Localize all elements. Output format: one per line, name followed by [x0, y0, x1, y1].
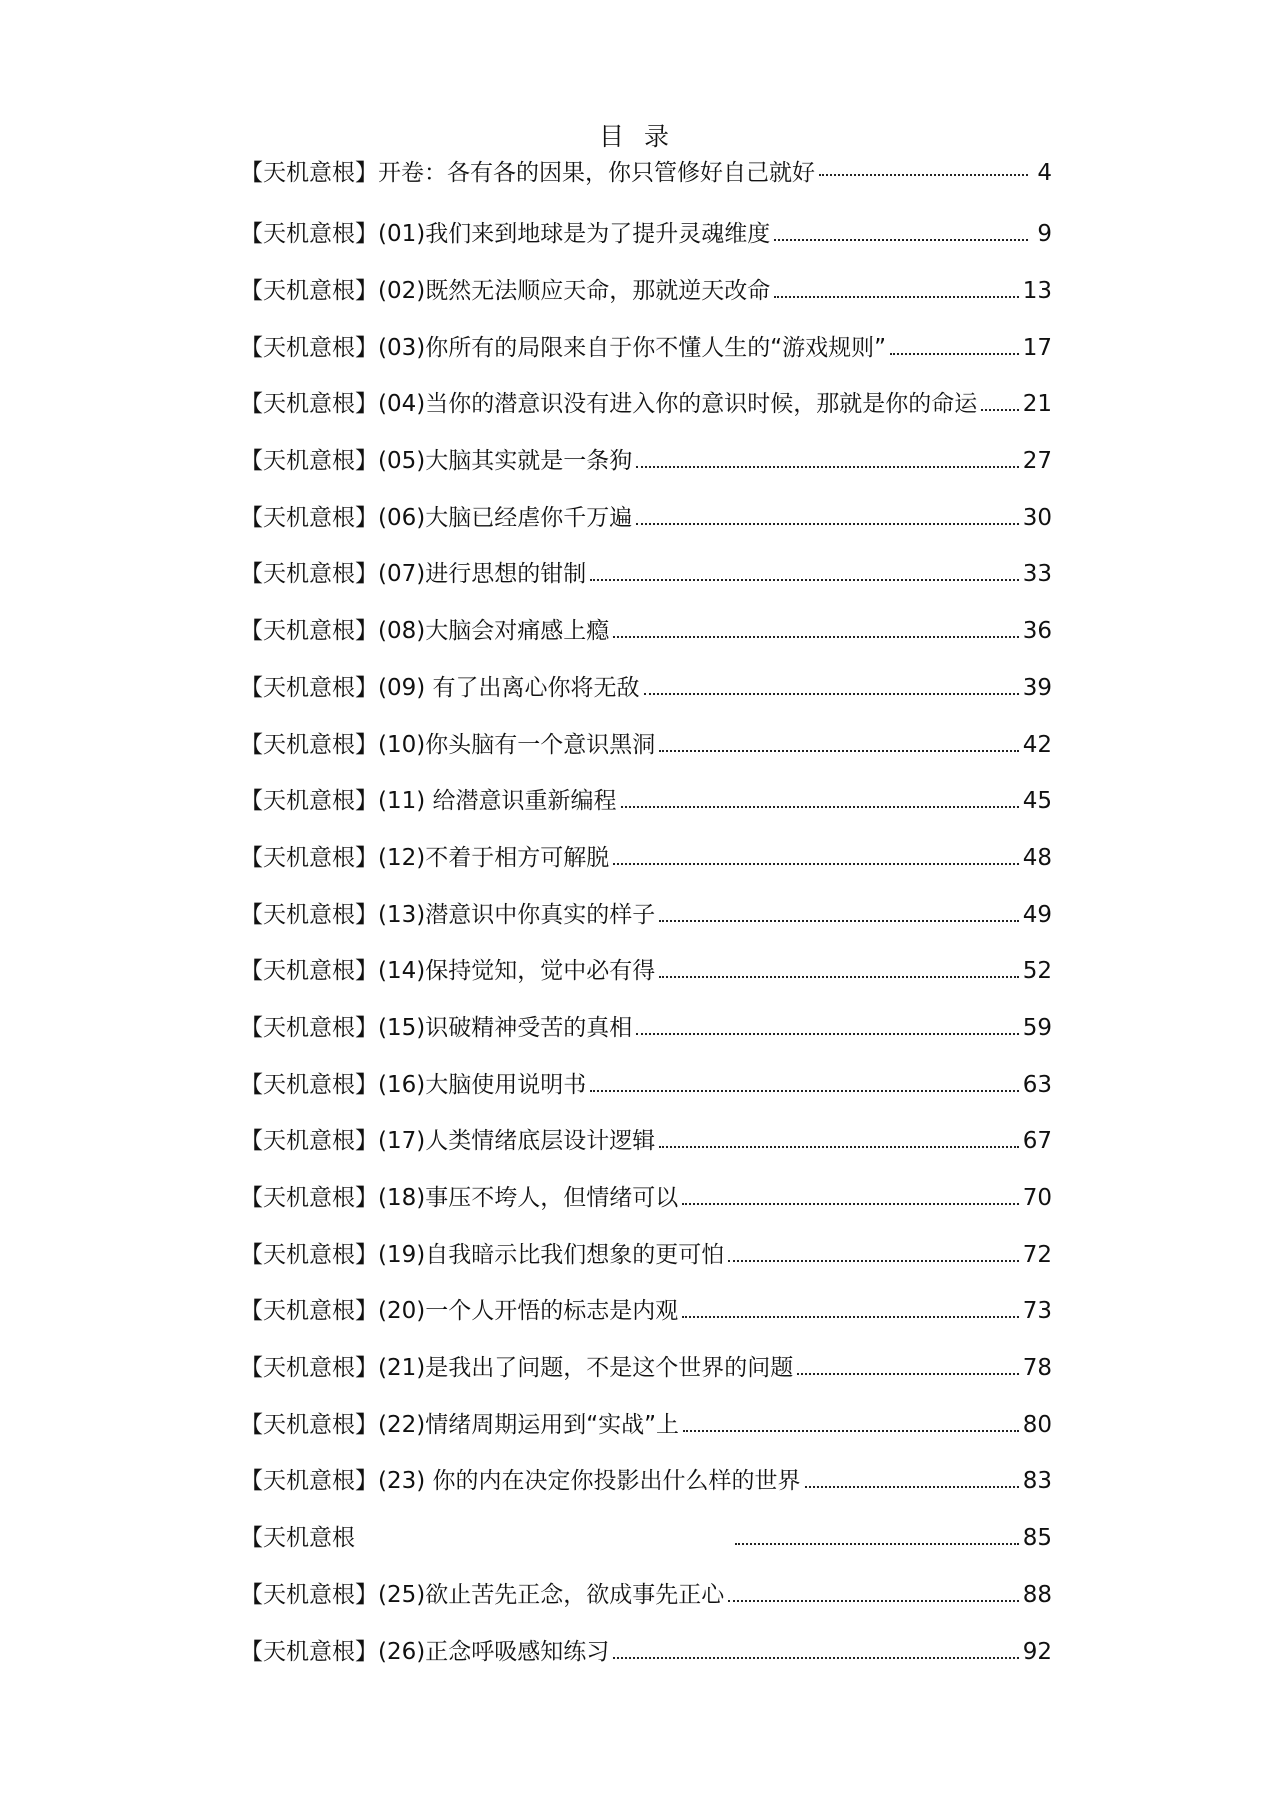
dot-leader — [621, 806, 1019, 808]
dot-leader — [728, 1260, 1019, 1262]
dot-leader — [590, 1090, 1019, 1092]
toc-entry[interactable] — [240, 319, 1052, 376]
toc-entry-label: 【天机意根】(01)我们来到地球是为了提升灵魂维度 — [240, 221, 771, 248]
toc-entry-label: 【天机意根】(12)不着于相方可解脱 — [240, 844, 610, 871]
toc-entry[interactable] — [240, 489, 1052, 546]
toc-entry[interactable] — [240, 206, 1052, 263]
toc-entry[interactable] — [240, 1113, 1052, 1170]
dot-leader — [981, 409, 1019, 411]
toc-entry-label: 【天机意根】(06)大脑已经虐你千万遍 — [240, 504, 633, 531]
toc-entry-page-number: 88 — [1022, 1581, 1052, 1608]
toc-entry-page-number: 72 — [1022, 1241, 1052, 1268]
toc-entry[interactable] — [240, 943, 1052, 1000]
toc-entry-label: 【天机意根】(21)是我出了问题，不是这个世界的问题 — [240, 1355, 794, 1382]
toc-entry-label: 【天机意根】(20)一个人开悟的标志是内观 — [240, 1298, 679, 1325]
toc-entry[interactable] — [240, 773, 1052, 830]
toc-entry-label: 【天机意根】(11) 给潜意识重新编程 — [240, 788, 617, 815]
toc-entry[interactable] — [240, 1567, 1052, 1624]
dot-leader — [774, 239, 1028, 241]
toc-entry[interactable] — [240, 1396, 1052, 1453]
dot-leader — [797, 1373, 1019, 1375]
toc-entry-page-number: 59 — [1022, 1014, 1052, 1041]
toc-entry-label: 【天机意根】(07)进行思想的钳制 — [240, 561, 587, 588]
toc-entry-page-number: 13 — [1022, 278, 1052, 305]
dot-leader — [890, 353, 1019, 355]
toc-entry[interactable] — [240, 1453, 1052, 1510]
dot-leader — [805, 1486, 1019, 1488]
toc-entry[interactable] — [240, 603, 1052, 660]
dot-leader — [683, 1430, 1019, 1432]
toc-entry[interactable] — [240, 1000, 1052, 1057]
toc-entry-page-number: 83 — [1022, 1468, 1052, 1495]
toc-entry-page-number: 70 — [1022, 1185, 1052, 1212]
toc-entry[interactable] — [240, 1340, 1052, 1397]
dot-leader — [735, 1543, 1019, 1545]
toc-entry-label: 【天机意根】(04)当你的潜意识没有进入你的意识时候，那就是你的命运 — [240, 391, 978, 418]
toc-entry-label: 【天机意根】(19)自我暗示比我们想象的更可怕 — [240, 1241, 725, 1268]
dot-leader — [682, 1203, 1019, 1205]
toc-entry-label: 【天机意根】(13)潜意识中你真实的样子 — [240, 901, 656, 928]
toc-entry[interactable] — [240, 1623, 1052, 1680]
toc-entry-page-number: 49 — [1022, 901, 1052, 928]
toc-entry-label: 【天机意根】(25)欲止苦先正念，欲成事先正心 — [240, 1581, 725, 1608]
toc-entry-page-number: 80 — [1022, 1411, 1052, 1438]
toc-entry-page-number: 63 — [1022, 1071, 1052, 1098]
toc-entry-page-number: 21 — [1022, 391, 1052, 418]
dot-leader — [659, 976, 1019, 978]
toc-entry-page-number: 45 — [1022, 788, 1052, 815]
toc-entry-label: 【天机意根】(26)正念呼吸感知练习 — [240, 1638, 610, 1665]
toc-entry-label: 【天机意根】(23) 你的内在决定你投影出什么样的世界 — [240, 1468, 801, 1495]
dot-leader — [659, 1146, 1019, 1148]
toc-entry[interactable] — [240, 1226, 1052, 1283]
toc-entry-label: 【天机意根】(05)大脑其实就是一条狗 — [240, 448, 633, 475]
toc-entry-label: 【天机意根】(16)大脑使用说明书 — [240, 1071, 587, 1098]
toc-entry-page-number: 39 — [1022, 674, 1052, 701]
dot-leader — [636, 523, 1019, 525]
dot-leader — [636, 466, 1019, 468]
dot-leader — [613, 863, 1019, 865]
toc-entry-page-number: 33 — [1022, 561, 1052, 588]
toc-entry-page-number: 36 — [1022, 618, 1052, 645]
dot-leader — [659, 920, 1019, 922]
toc-entry-label: 【天机意根】(18)事压不垮人，但情绪可以 — [240, 1185, 679, 1212]
toc-entry[interactable] — [240, 1056, 1052, 1113]
toc-entry-page-number: 30 — [1022, 504, 1052, 531]
toc-entry[interactable] — [240, 660, 1052, 717]
toc-entry-label: 【天机意根】(10)你头脑有一个意识黑洞 — [240, 731, 656, 758]
toc-entry-label: 【天机意根】(14)保持觉知，觉中必有得 — [240, 958, 656, 985]
toc-entry-page-number: 42 — [1022, 731, 1052, 758]
toc-entry[interactable] — [240, 546, 1052, 603]
table-of-contents — [240, 158, 1052, 1680]
toc-entry-page-number: 67 — [1022, 1128, 1052, 1155]
toc-entry[interactable] — [240, 376, 1052, 433]
toc-entry-page-number: 85 — [1022, 1525, 1052, 1552]
toc-entry-label: 【天机意根】(15)识破精神受苦的真相 — [240, 1014, 633, 1041]
toc-entry-page-number: 27 — [1022, 448, 1052, 475]
toc-entry-label: 【天机意根】(02)既然无法顺应天命，那就逆天改命 — [240, 278, 771, 305]
toc-entry-label: 【天机意根】(22)情绪周期运用到“实战”上 — [240, 1411, 680, 1438]
toc-entry-page-number: 73 — [1022, 1298, 1052, 1325]
toc-entry[interactable] — [240, 1170, 1052, 1227]
toc-entry-page-number: 48 — [1022, 844, 1052, 871]
toc-entry[interactable] — [240, 1283, 1052, 1340]
dot-leader — [774, 296, 1019, 298]
toc-entry-page-number: 92 — [1022, 1638, 1052, 1665]
toc-entry-label: 【天机意根】(09) 有了出离心你将无敌 — [240, 674, 640, 701]
toc-entry[interactable] — [240, 716, 1052, 773]
dot-leader — [819, 174, 1028, 176]
dot-leader — [682, 1316, 1019, 1318]
dot-leader — [613, 1657, 1019, 1659]
toc-entry[interactable] — [240, 1510, 1052, 1567]
toc-entry-label: 【天机意根 — [240, 1525, 355, 1552]
toc-entry[interactable] — [240, 433, 1052, 490]
toc-entry-page-number: 9 — [1037, 221, 1052, 248]
dot-leader — [636, 1033, 1019, 1035]
toc-entry[interactable] — [240, 830, 1052, 887]
toc-entry-page-number: 78 — [1022, 1355, 1052, 1382]
toc-entry-page-number: 4 — [1037, 160, 1052, 186]
toc-entry[interactable] — [240, 263, 1052, 320]
toc-entry-label: 【天机意根】(03)你所有的局限来自于你不懂人生的“游戏规则” — [240, 334, 887, 361]
toc-entry-label: 【天机意根】开卷：各有各的因果，你只管修好自己就好 — [240, 160, 815, 186]
toc-entry-page-number: 17 — [1022, 334, 1052, 361]
dot-leader — [644, 693, 1019, 695]
dot-leader — [590, 579, 1019, 581]
dot-leader — [659, 750, 1019, 752]
dot-leader — [728, 1600, 1019, 1602]
toc-entry-label: 【天机意根】(17)人类情绪底层设计逻辑 — [240, 1128, 656, 1155]
dot-leader — [613, 636, 1019, 638]
toc-entry-page-number: 52 — [1022, 958, 1052, 985]
toc-entry[interactable] — [240, 158, 1052, 186]
toc-entry[interactable] — [240, 886, 1052, 943]
toc-entry-label: 【天机意根】(08)大脑会对痛感上瘾 — [240, 618, 610, 645]
page-title: 目 录 — [599, 122, 675, 151]
